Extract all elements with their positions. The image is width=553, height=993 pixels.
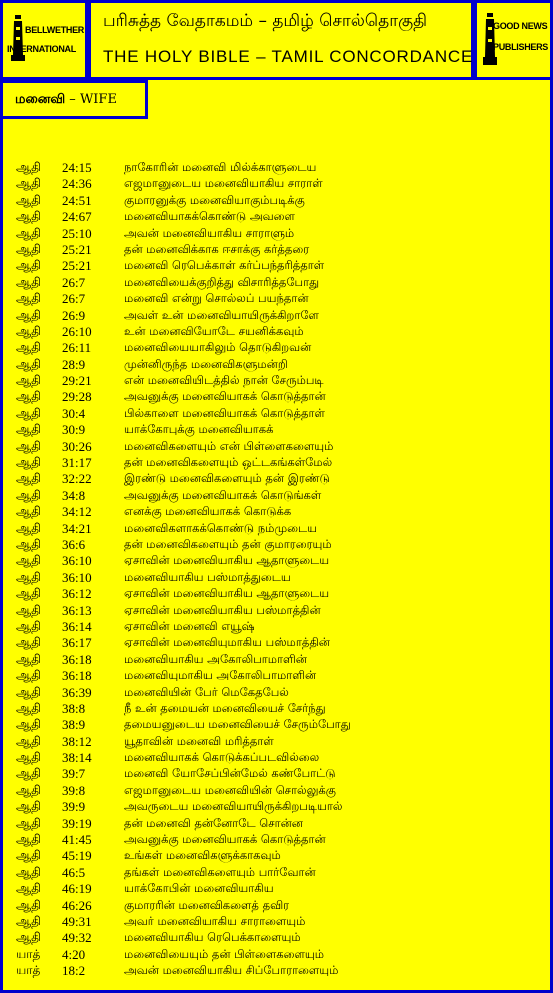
list-item: [0, 308, 553, 324]
entry-book: ஆதி: [16, 438, 42, 453]
entry-text: எஜமானுடைய மனைவியின் சொல்லுக்கு: [124, 782, 336, 797]
entry-book: ஆதி: [16, 635, 42, 650]
entry-book: ஆதி: [16, 913, 42, 928]
entry-reference: 30:9: [62, 422, 86, 438]
subject-english: WIFE: [79, 92, 117, 107]
list-item: [0, 799, 553, 815]
entry-book: ஆதி: [16, 569, 42, 584]
list-item: [0, 717, 553, 733]
entry-reference: 25:21: [62, 258, 92, 274]
entry-book: ஆதி: [16, 602, 42, 617]
entry-reference: 38:12: [62, 733, 92, 749]
entry-book: ஆதி: [16, 389, 42, 404]
entry-text: மனைவி யோசேப்பின்மேல் கண்போட்டு: [124, 766, 336, 781]
entry-text: குமாரரின் மனைவிகளைத் தவிர: [124, 897, 290, 912]
entry-reference: 49:31: [62, 913, 92, 929]
left-logo: [0, 0, 88, 80]
entry-reference: 39:8: [62, 782, 86, 798]
entry-book: ஆதி: [16, 586, 42, 601]
entry-reference: 36:18: [62, 668, 92, 684]
entry-text: தன் மனைவிகளையும் ஒட்டகங்கள்மேல்: [124, 455, 333, 470]
list-item: [0, 848, 553, 864]
entry-book: ஆதி: [16, 373, 42, 388]
list-item: [0, 504, 553, 520]
entry-reference: 4:20: [62, 946, 86, 962]
entry-reference: 34:21: [62, 520, 92, 536]
title-english: THE HOLY BIBLE – TAMIL CONCORDANCE: [103, 47, 474, 66]
entry-reference: 36:10: [62, 553, 92, 569]
entry-text: மனைவியாகிய பஸ்மாத்துடைய: [124, 569, 291, 584]
list-item: [0, 488, 553, 504]
entry-book: ஆதி: [16, 340, 42, 355]
entry-text: ஏசாவின் மனைவியாகிய பஸ்மாத்தின்: [124, 602, 321, 617]
list-item: [0, 586, 553, 602]
entry-text: மனைவியாகக் கொடுக்கப்படவில்லை: [124, 750, 320, 765]
entry-reference: 46:26: [62, 897, 92, 913]
entry-book: ஆதி: [16, 258, 42, 273]
title-box: [88, 0, 474, 80]
entry-book: ஆதி: [16, 241, 42, 256]
list-item: [0, 947, 553, 963]
list-item: [0, 750, 553, 766]
list-item: [0, 226, 553, 242]
subject-separator: –: [65, 92, 80, 107]
header: [0, 0, 553, 80]
entry-text: மனைவியையும் தன் பிள்ளைகளையும்: [124, 946, 325, 961]
entry-reference: 39:9: [62, 799, 86, 815]
entry-reference: 36:17: [62, 635, 92, 651]
entry-book: ஆதி: [16, 832, 42, 847]
entry-text: அவள் உன் மனைவியாயிருக்கிறாளே: [124, 307, 319, 322]
entry-book: ஆதி: [16, 192, 42, 207]
entry-text: முன்னிருந்த மனைவிகளுமன்றி: [124, 356, 288, 371]
list-item: [0, 324, 553, 340]
list-item: [0, 635, 553, 651]
entry-text: மனைவி ரெபெக்காள் கர்ப்பந்தரித்தாள்: [124, 258, 325, 273]
entry-text: அவன் மனைவியாகிய சிப்போராளையும்: [124, 963, 339, 978]
right-logo-text: [493, 21, 548, 53]
list-item: [0, 340, 553, 356]
list-item: [0, 685, 553, 701]
list-item: [0, 389, 553, 405]
entry-reference: 36:14: [62, 618, 92, 634]
entry-reference: 39:19: [62, 815, 92, 831]
entry-reference: 29:28: [62, 389, 92, 405]
entry-text: யாக்கோபுக்கு மனைவியாகக்: [124, 422, 274, 437]
entry-text: மனைவியின் பேர் மெகேதபேல்: [124, 684, 289, 699]
entry-text: அவனுக்கு மனைவியாகக் கொடுங்கள்: [124, 487, 322, 502]
list-item: [0, 963, 553, 979]
list-item: [0, 619, 553, 635]
entry-book: ஆதி: [16, 225, 42, 240]
entry-reference: 41:45: [62, 832, 92, 848]
entry-text: அவனுக்கு மனைவியாகக் கொடுத்தான்: [124, 389, 326, 404]
entry-reference: 30:4: [62, 405, 86, 421]
entry-text: அவருடைய மனைவியாயிருக்கிறபடியால்: [124, 799, 343, 814]
entry-book: யாத்: [16, 946, 41, 961]
entry-text: தன் மனைவிகளையும் தன் குமாரரையும்: [124, 536, 332, 551]
list-item: [0, 898, 553, 914]
list-item: [0, 537, 553, 553]
entry-reference: 34:8: [62, 487, 86, 503]
list-item: [0, 570, 553, 586]
right-logo: [474, 0, 553, 80]
entry-text: என் மனைவியிடத்தில் நான் சேரும்படி: [124, 373, 324, 388]
list-item: [0, 865, 553, 881]
entry-text: ஏசாவின் மனைவி எயூஷ்: [124, 618, 255, 633]
entry-reference: 49:32: [62, 930, 92, 946]
entry-text: எனக்கு மனைவியாகக் கொடுக்க: [124, 504, 292, 519]
entry-book: ஆதி: [16, 291, 42, 306]
entry-book: ஆதி: [16, 176, 42, 191]
entry-reference: 18:2: [62, 963, 86, 979]
left-logo-text: [7, 25, 84, 55]
entry-text: குமாரனுக்கு மனைவியாகும்படிக்கு: [124, 192, 305, 207]
entry-text: தன் மனைவி தன்னோடே சொன்ன: [124, 815, 303, 830]
list-item: [0, 471, 553, 487]
entry-book: யாத்: [16, 963, 41, 978]
entry-book: ஆதி: [16, 618, 42, 633]
list-item: [0, 652, 553, 668]
list-item: [0, 373, 553, 389]
entry-text: யாக்கோபின் மனைவியாகிய: [124, 881, 274, 896]
entry-book: ஆதி: [16, 422, 42, 437]
entry-book: ஆதி: [16, 897, 42, 912]
entry-book: ஆதி: [16, 323, 42, 338]
concordance-list: [0, 160, 553, 980]
entry-text: எஜமானுடைய மனைவியாகிய சாராள்: [124, 176, 323, 191]
entry-book: ஆதி: [16, 504, 42, 519]
list-item: [0, 193, 553, 209]
list-item: [0, 832, 553, 848]
list-item: [0, 930, 553, 946]
entry-book: ஆதி: [16, 848, 42, 863]
list-item: [0, 160, 553, 176]
entry-reference: 36:10: [62, 569, 92, 585]
entry-reference: 38:14: [62, 750, 92, 766]
list-item: [0, 553, 553, 569]
entry-text: நாகோரின் மனைவி மில்க்காளுடைய: [124, 160, 317, 174]
entry-reference: 26:7: [62, 291, 86, 307]
list-item: [0, 816, 553, 832]
entry-book: ஆதி: [16, 733, 42, 748]
list-item: [0, 668, 553, 684]
list-item: [0, 734, 553, 750]
entry-text: மனைவிகளையும் என் பிள்ளைகளையும்: [124, 438, 334, 453]
left-logo-line1: BELLWETHER: [25, 25, 84, 35]
entry-book: ஆதி: [16, 405, 42, 420]
entry-text: தமையனுடைய மனைவியைச் சேரும்போது: [124, 717, 351, 732]
entry-book: ஆதி: [16, 536, 42, 551]
entry-book: ஆதி: [16, 209, 42, 224]
list-item: [0, 914, 553, 930]
entry-text: ஏசாவின் மனைவியாகிய ஆதாளுடைய: [124, 553, 330, 568]
entry-reference: 36:18: [62, 651, 92, 667]
list-item: [0, 291, 553, 307]
entry-book: ஆதி: [16, 700, 42, 715]
entry-reference: 36:13: [62, 602, 92, 618]
entry-text: இரண்டு மனைவிகளையும் தன் இரண்டு: [124, 471, 330, 486]
list-item: [0, 521, 553, 537]
entry-reference: 46:19: [62, 881, 92, 897]
entry-text: தங்கள் மனைவிகளையும் பார்வோன்: [124, 864, 316, 879]
list-item: [0, 275, 553, 291]
list-item: [0, 766, 553, 782]
entry-book: ஆதி: [16, 487, 42, 502]
list-item: [0, 701, 553, 717]
list-item: [0, 439, 553, 455]
entry-reference: 26:7: [62, 274, 86, 290]
list-item: [0, 455, 553, 471]
entry-book: ஆதி: [16, 717, 42, 732]
entry-reference: 24:51: [62, 192, 92, 208]
entry-reference: 29:21: [62, 373, 92, 389]
entry-book: ஆதி: [16, 553, 42, 568]
entry-reference: 25:10: [62, 225, 92, 241]
entry-text: உங்கள் மனைவிகளுக்காகவும்: [124, 848, 281, 863]
entry-text: ஏசாவின் மனைவியுமாகிய பஸ்மாத்தின்: [124, 635, 330, 650]
entry-reference: 46:5: [62, 864, 86, 880]
entry-text: ஏசாவின் மனைவியாகிய ஆதாளுடைய: [124, 586, 330, 601]
subject-tamil: மனைவி: [15, 92, 66, 107]
entry-text: மனைவியையாகிலும் தொடுகிறவன்: [124, 340, 312, 355]
entry-reference: 30:26: [62, 438, 92, 454]
entry-reference: 26:10: [62, 323, 92, 339]
entry-text: தன் மனைவிக்காக ஈசாக்கு கர்த்தரை: [124, 241, 310, 256]
entry-book: ஆதி: [16, 864, 42, 879]
entry-book: ஆதி: [16, 766, 42, 781]
entry-book: ஆதி: [16, 881, 42, 896]
subject-box: [0, 80, 148, 119]
entry-text: அவர் மனைவியாகிய சாராளையும்: [124, 913, 306, 928]
list-item: [0, 357, 553, 373]
entry-reference: 31:17: [62, 455, 92, 471]
entry-book: ஆதி: [16, 782, 42, 797]
entry-book: ஆதி: [16, 668, 42, 683]
entry-book: ஆதி: [16, 930, 42, 945]
right-logo-line1: GOOD NEWS: [493, 21, 548, 31]
entry-book: ஆதி: [16, 356, 42, 371]
entry-reference: 36:6: [62, 536, 86, 552]
entry-text: அவனுக்கு மனைவியாகக் கொடுத்தான்: [124, 832, 326, 847]
entry-book: ஆதி: [16, 274, 42, 289]
entry-text: மனைவியாகிய அகோலிபாமாளின்: [124, 651, 307, 666]
entry-reference: 26:11: [62, 340, 92, 356]
entry-reference: 28:9: [62, 356, 86, 372]
entry-text: மனைவியுமாகிய அகோலிபாமாளின்: [124, 668, 317, 683]
entry-text: நீ உன் தமையன் மனைவியைச் சேர்ந்து: [124, 700, 326, 715]
entry-text: மனைவிகளாகக்கொண்டு நம்முடைய: [124, 520, 317, 535]
entry-book: ஆதி: [16, 160, 42, 174]
entry-text: பில்காளை மனைவியாகக் கொடுத்தாள்: [124, 405, 325, 420]
entry-text: அவன் மனைவியாகிய சாராளும்: [124, 225, 295, 240]
entry-book: ஆதி: [16, 455, 42, 470]
entry-reference: 38:9: [62, 717, 86, 733]
list-item: [0, 242, 553, 258]
entry-book: ஆதி: [16, 307, 42, 322]
entry-book: ஆதி: [16, 750, 42, 765]
entry-reference: 24:67: [62, 209, 92, 225]
entry-reference: 38:8: [62, 700, 86, 716]
subject-heading: [15, 92, 117, 108]
list-item: [0, 881, 553, 897]
entry-reference: 36:12: [62, 586, 92, 602]
entry-reference: 39:7: [62, 766, 86, 782]
list-item: [0, 603, 553, 619]
right-logo-line2: PUBLISHERS: [493, 42, 549, 52]
entry-reference: 24:36: [62, 176, 92, 192]
entry-reference: 26:9: [62, 307, 86, 323]
entry-book: ஆதி: [16, 520, 42, 535]
entry-reference: 32:22: [62, 471, 92, 487]
entry-book: ஆதி: [16, 684, 42, 699]
entry-text: மனைவியாகிய ரெபெக்காளையும்: [124, 930, 301, 945]
entry-book: ஆதி: [16, 651, 42, 666]
list-item: [0, 406, 553, 422]
entry-text: உன் மனைவியோடே சயனிக்கவும்: [124, 323, 304, 338]
entry-text: யூதாவின் மனைவி மரித்தாள்: [124, 733, 274, 748]
entry-reference: 25:21: [62, 241, 92, 257]
list-item: [0, 209, 553, 225]
entry-text: மனைவியைக்குறித்து விசாரித்தபோது: [124, 274, 320, 289]
title-tamil: பரிசுத்த வேதாகமம் – தமிழ் சொல்தொகுதி: [103, 11, 428, 31]
list-item: [0, 176, 553, 192]
left-logo-line2: INTERNATIONAL: [7, 44, 76, 54]
entry-book: ஆதி: [16, 815, 42, 830]
entry-book: ஆதி: [16, 471, 42, 486]
list-item: [0, 258, 553, 274]
entry-reference: 24:15: [62, 160, 92, 175]
entry-text: மனைவியாகக்கொண்டு அவளை: [124, 209, 295, 224]
entry-reference: 45:19: [62, 848, 92, 864]
list-item: [0, 422, 553, 438]
entry-reference: 34:12: [62, 504, 92, 520]
entry-book: ஆதி: [16, 799, 42, 814]
list-item: [0, 783, 553, 799]
entry-text: மனைவி என்று சொல்லப் பயந்தான்: [124, 291, 309, 306]
entry-reference: 36:39: [62, 684, 92, 700]
